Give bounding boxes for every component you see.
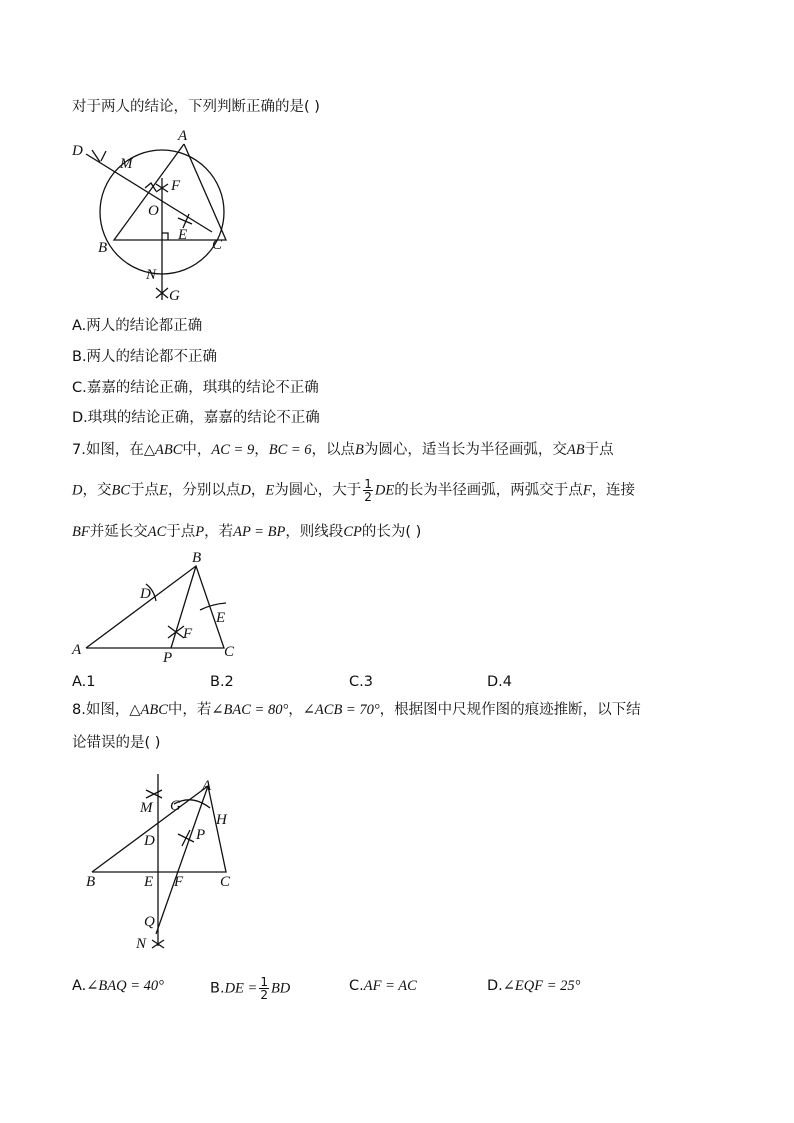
q6-option-b: B.两人的结论都不正确 bbox=[72, 349, 218, 365]
q8-label-M: M bbox=[140, 800, 153, 816]
q6-label-D: D bbox=[72, 143, 83, 159]
q6-label-C: C bbox=[212, 237, 223, 253]
q6-label-M: M bbox=[120, 156, 133, 172]
q8-label-B: B bbox=[86, 874, 96, 890]
q7-line-1: 7.如图，在△ABC中，AC = 9，BC = 6，以点B为圆心，适当长为半径画弧，交AB于点 bbox=[72, 442, 614, 458]
q7-option-c: C.3 bbox=[349, 674, 373, 690]
q8-label-P: P bbox=[196, 827, 206, 843]
q7-label-C: C bbox=[224, 644, 235, 660]
q7-label-A: A bbox=[72, 642, 82, 658]
q8-label-C: C bbox=[220, 874, 231, 890]
q8-option-a: A.∠BAQ = 40° bbox=[72, 978, 164, 994]
q7-line-3: BF并延长交AC于点P，若AP = BP，则线段CP的长为( ) bbox=[72, 524, 422, 540]
q7-line-2: D，交BC于点E，分别以点D，E为圆心，大于 $\frac{1}{2}$ DE的长为半径画弧，两弧交于点F，连接 bbox=[72, 477, 636, 504]
q6-label-B: B bbox=[98, 240, 108, 256]
q6-label-N: N bbox=[146, 267, 157, 283]
q7-label-F: F bbox=[183, 626, 193, 642]
q6-label-A: A bbox=[178, 128, 188, 144]
q6-figure bbox=[70, 128, 250, 308]
q8-label-N: N bbox=[136, 936, 147, 952]
q6-stem: 对于两人的结论，下列判断正确的是( ) bbox=[72, 99, 320, 115]
q7-option-a: A.1 bbox=[72, 674, 96, 690]
q8-line-1: 8.如图，△ABC中，若∠BAC = 80°，∠ACB = 70°，根据图中尺规作图的痕迹推断，以下结 bbox=[72, 702, 641, 718]
q8-label-G: G bbox=[170, 798, 181, 814]
q6-option-d: D.琪琪的结论正确，嘉嘉的结论不正确 bbox=[72, 410, 320, 426]
q7-label-E: E bbox=[216, 610, 226, 626]
q8-label-Q: Q bbox=[144, 914, 155, 930]
q8-option-c: C.AF = AC bbox=[349, 978, 417, 994]
q8-fraction: $\frac{1}{2}$ bbox=[260, 975, 268, 1002]
q7-label-P: P bbox=[163, 650, 173, 666]
q6-option-a: A.两人的结论都正确 bbox=[72, 318, 203, 334]
q7-fraction: $\frac{1}{2}$ bbox=[364, 477, 372, 504]
q8-label-A: A bbox=[202, 778, 212, 794]
q7-option-d: D.4 bbox=[487, 674, 512, 690]
q7-label-D: D bbox=[140, 586, 151, 602]
q6-label-O: O bbox=[148, 203, 159, 219]
q8-label-D: D bbox=[144, 833, 155, 849]
q8-figure bbox=[78, 770, 248, 955]
q6-option-c: C.嘉嘉的结论正确，琪琪的结论不正确 bbox=[72, 380, 319, 396]
q7-label-B: B bbox=[192, 550, 202, 566]
q8-option-b: B.DE = $\frac{1}{2}$ BD bbox=[210, 975, 291, 1002]
q8-label-F: F bbox=[174, 874, 184, 890]
q6-label-F: F bbox=[171, 178, 181, 194]
q6-label-G: G bbox=[169, 288, 180, 304]
q8-label-H: H bbox=[216, 812, 227, 828]
q7-option-b: B.2 bbox=[210, 674, 234, 690]
q7-figure bbox=[70, 548, 240, 666]
q6-label-E: E bbox=[178, 227, 188, 243]
q8-line-2: 论错误的是( ) bbox=[72, 735, 161, 751]
q8-label-E: E bbox=[144, 874, 154, 890]
q8-option-d: D.∠EQF = 25° bbox=[487, 978, 581, 994]
